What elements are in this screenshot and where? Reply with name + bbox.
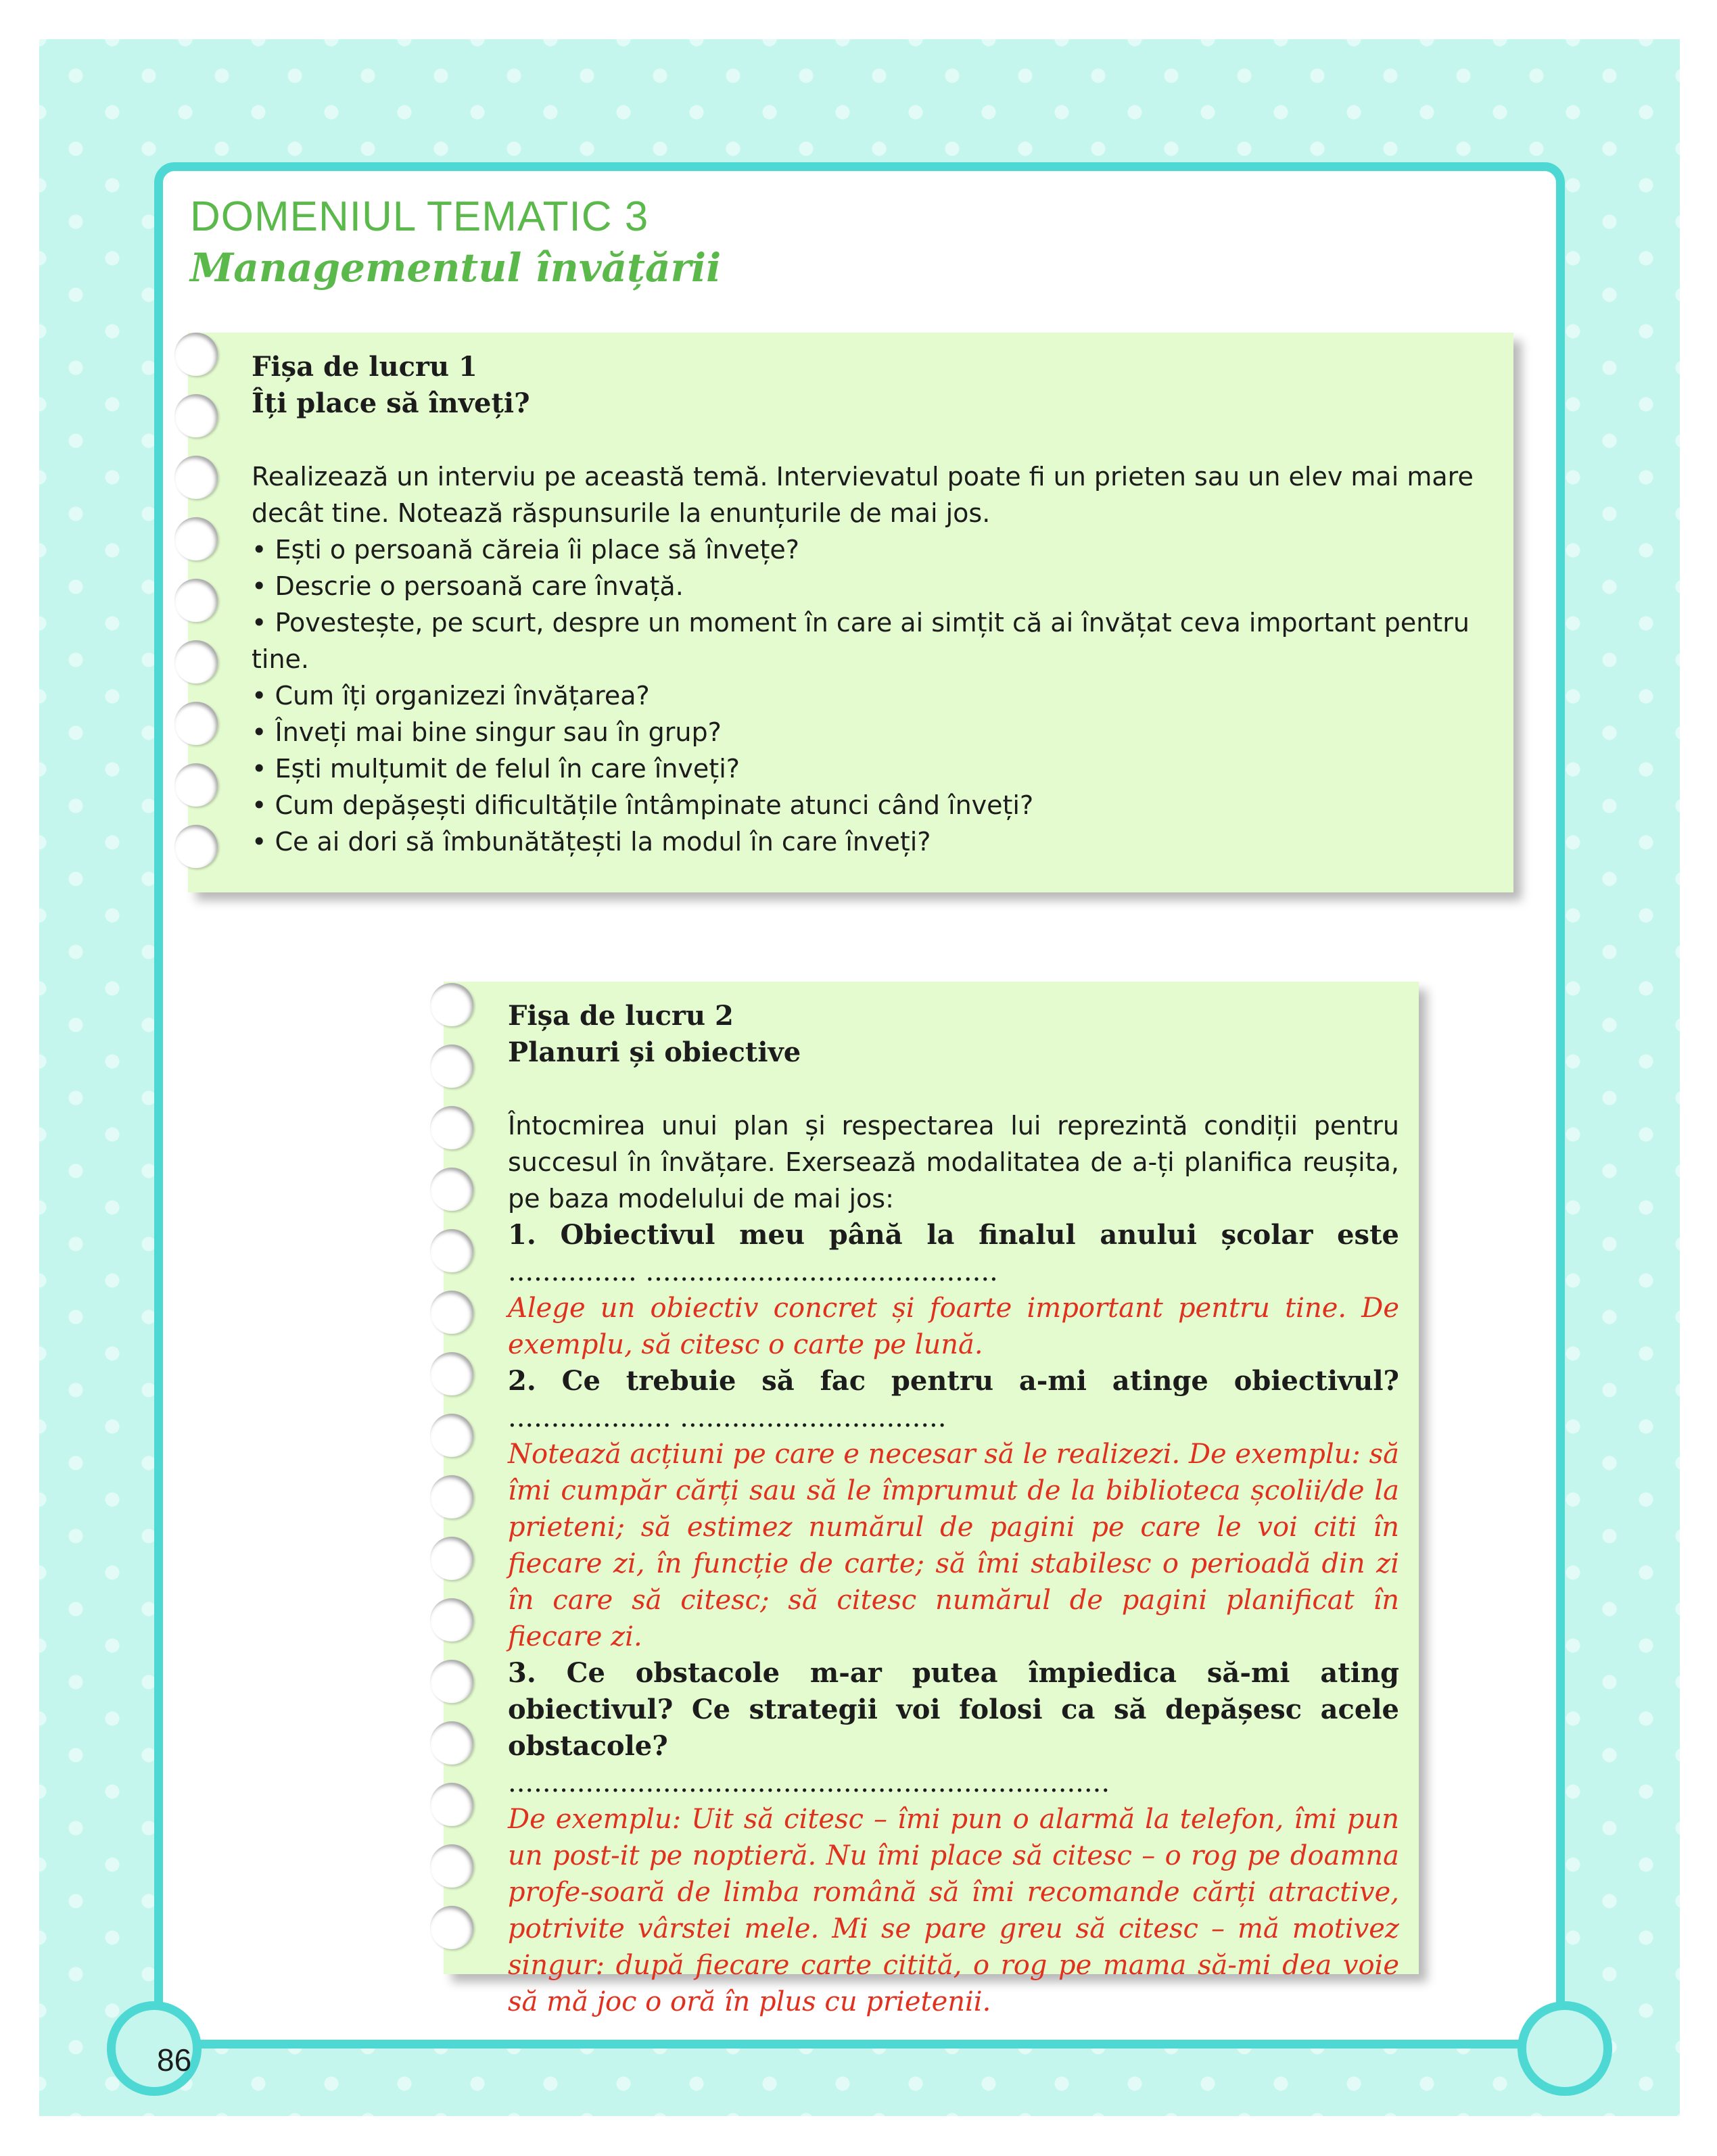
binder-ring <box>430 1229 473 1272</box>
question-3: 3. Ce obstacole m-ar putea împiedica să-mi ating obiectivul? Ce strategii voi folosi ca să depășesc acele obstacole? <box>508 1657 1399 1762</box>
bullet-item: • Înveți mai bine singur sau în grup? <box>252 717 722 747</box>
bullet-item: • Cum îți organizezi învățarea? <box>252 681 650 711</box>
binder-ring <box>430 1783 473 1826</box>
bullet-item: • Ești mulțumit de felul în care înveți? <box>252 754 740 784</box>
binder-ring <box>174 517 218 560</box>
hint-2: Notează acțiuni pe care e necesar să le realizezi. De exemplu: să îmi cumpăr cărți sau să le împrumut de la biblioteca școlii/de la prieteni; să estimez numărul de pagini pe care le voi citi în fiecare zi, în funcție de carte; să îmi stabilesc o perioadă din zi în care să citesc; să citesc numărul de pagini planificat în fiecare zi. <box>508 1439 1399 1652</box>
binder-ring <box>430 1168 473 1211</box>
answer-line-3: ...................................................................... <box>508 1767 1110 1798</box>
bullet-item: • Povestește, pe scurt, despre un moment în care ai simțit că ai învățat ceva important pentru tine. <box>252 608 1469 674</box>
binder-ring <box>174 702 218 745</box>
domain-title: DOMENIUL TEMATIC 3 <box>190 193 649 240</box>
worksheet-1-body <box>252 349 1496 860</box>
bullet-item: • Ce ai dori să îmbunătățești la modul în care înveți? <box>252 827 931 857</box>
binder-ring <box>174 333 218 376</box>
domain-subtitle: Managementul învățării <box>190 245 722 291</box>
hint-3: De exemplu: Uit să citesc – îmi pun o alarmă la telefon, îmi pun un post-it pe noptieră. Nu îmi place să citesc – o rog pe doamna profe-soară de limba română să îmi recomande cărți atractive, potrivite vârstei mele. Mi se pare greu să citesc – mă motivez singur: după fiecare carte citită, o rog pe mama să-mi dea voie să mă joc o oră în plus cu prietenii. <box>508 1804 1399 2017</box>
worksheet-2-intro: Întocmirea unui plan și respectarea lui reprezintă condiții pentru succesul în învățare. Exersează modalitatea de a-ți planifica reușita, pe baza modelului de mai jos: <box>508 1111 1399 1214</box>
worksheet-2-question: Planuri și obiective <box>508 1036 801 1068</box>
binder-ring <box>430 1537 473 1580</box>
binder-ring <box>430 1045 473 1088</box>
frame-corner-bottom-right <box>1518 2001 1612 2096</box>
binder-ring <box>430 1414 473 1457</box>
worksheet-card-2 <box>444 982 1419 2017</box>
binder-ring <box>430 1660 473 1703</box>
worksheet-1-question: Îți place să înveți? <box>252 387 530 419</box>
binder-ring <box>430 1291 473 1334</box>
worksheet-1-title: Fișa de lucru 1 <box>252 351 477 383</box>
binder-ring <box>430 1598 473 1642</box>
binder-ring <box>174 579 218 622</box>
binder-ring <box>430 1106 473 1149</box>
bullet-item: • Ești o persoană căreia îi place să învețe? <box>252 535 799 565</box>
binder-rings <box>430 982 477 1974</box>
binder-ring <box>174 640 218 684</box>
worksheet-1-intro: Realizează un interviu pe această temă. Intervievatul poate fi un prieten sau un elev mai mare decât tine. Notează răspunsurile la enunțurile de mai jos. <box>252 462 1474 528</box>
page-number: 86 <box>157 2042 192 2078</box>
question-1: 1. Obiectivul meu până la finalul anului școlar este ............... ......................................... <box>508 1219 1399 1287</box>
bullet-item: • Cum depășești dificultățile întâmpinate atunci când înveți? <box>252 790 1034 820</box>
binder-ring <box>430 1906 473 1949</box>
binder-ring <box>174 825 218 868</box>
binder-ring <box>174 763 218 807</box>
binder-ring <box>430 1844 473 1888</box>
binder-ring <box>430 1721 473 1765</box>
hint-1: Alege un obiectiv concret și foarte important pentru tine. De exemplu, să citesc o carte pe lună. <box>508 1293 1399 1360</box>
binder-ring <box>430 983 473 1026</box>
binder-rings <box>174 333 222 892</box>
worksheet-2-title: Fișa de lucru 2 <box>508 1000 734 1032</box>
worksheet-2-body <box>508 998 1399 2020</box>
binder-ring <box>174 456 218 499</box>
binder-ring <box>430 1352 473 1395</box>
worksheet-card-1 <box>188 333 1513 892</box>
binder-ring <box>174 394 218 437</box>
question-2: 2. Ce trebuie să fac pentru a-mi atinge obiectivul? ................... ............................... <box>508 1365 1399 1433</box>
bullet-item: • Descrie o persoană care învață. <box>252 571 684 601</box>
binder-ring <box>430 1475 473 1518</box>
